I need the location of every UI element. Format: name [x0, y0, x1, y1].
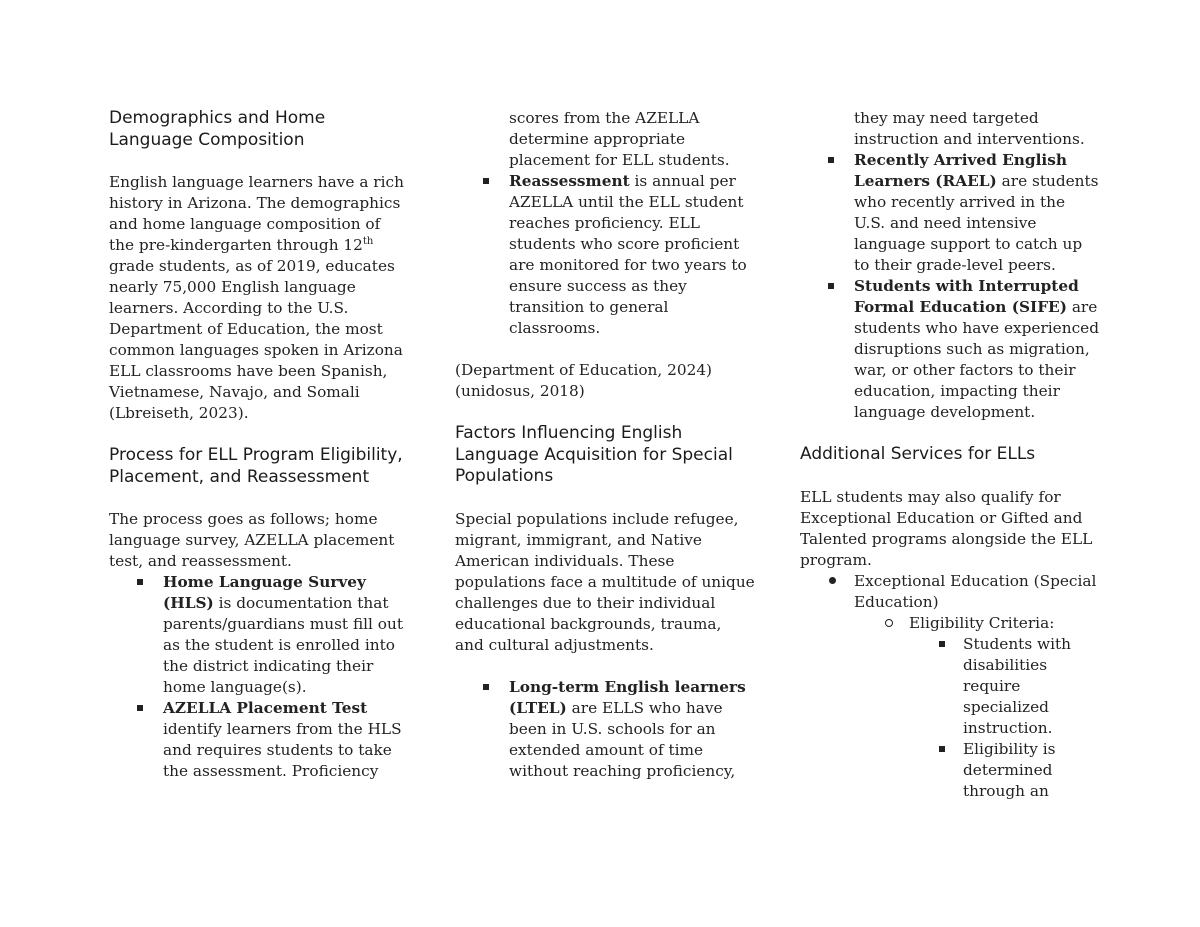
special-populations-list	[455, 677, 755, 782]
reassessment-list	[455, 171, 755, 339]
special-populations-list-continued	[800, 150, 1100, 423]
column-1	[109, 108, 409, 782]
citation: (Department of Education, 2024)	[455, 361, 713, 379]
heading-factors: Factors Influencing English Language Acquisition for Special Populations	[455, 423, 733, 486]
column-2	[455, 108, 755, 782]
list-item: Long-term English learners (LTEL) are ELLS who have been in U.S. schools for an extended amount of time without reaching proficiency,	[455, 677, 755, 782]
list-item: Students with disabilities require specialized instruction.	[800, 634, 1100, 739]
list-item: Eligibility Criteria:	[800, 613, 1100, 634]
list-item: Students with Interrupted Formal Education (SIFE) are students who have experienced disruptions such as migration, war, or other factors to their education, impacting their language development.	[800, 276, 1100, 423]
column-3	[800, 108, 1100, 802]
citation: (unidosus, 2018)	[455, 382, 585, 400]
list-item: Exceptional Education (Special Education)	[800, 571, 1100, 613]
square-bullet-icon	[483, 684, 489, 690]
services-list	[800, 571, 1100, 802]
square-bullet-icon	[483, 178, 489, 184]
list-item: Eligibility is determined through an	[800, 739, 1100, 802]
list-item: Reassessment is annual per AZELLA until the ELL student reaches proficiency. ELL students who score proficient are monitored for two years to ensure success as they transition to general classrooms.	[455, 171, 755, 339]
heading-demographics: Demographics and Home Language Composition	[109, 108, 326, 150]
square-bullet-icon	[137, 579, 143, 585]
hollow-circle-bullet-icon	[885, 619, 893, 627]
demographics-paragraph: English language learners have a rich history in Arizona. The demographics and home language composition of the pre-kindergarten through 12th grade students, as of 2019, educates nearly 75,000 English language learners. According to the U.S. Department of Education, the most common languages spoken in Arizona ELL classrooms have been Spanish, Vietnamese, Navajo, and Somali (Lbreiseth, 2023).	[109, 173, 404, 422]
continuation-paragraph: scores from the AZELLA determine appropriate placement for ELL students.	[509, 109, 730, 169]
heading-process: Process for ELL Program Eligibility, Placement, and Reassessment	[109, 445, 403, 487]
process-paragraph: The process goes as follows; home language survey, AZELLA placement test, and reassessment.	[109, 510, 395, 570]
list-item: Recently Arrived English Learners (RAEL) are students who recently arrived in the U.S. and need intensive language support to catch up to their grade-level peers.	[800, 150, 1100, 276]
services-paragraph: ELL students may also qualify for Exceptional Education or Gifted and Talented programs alongside the ELL program.	[800, 487, 1093, 569]
special-populations-paragraph: Special populations include refugee, migrant, immigrant, and Native American individuals. These populations face a multitude of unique challenges due to their individual educational backgrounds, trauma, and cultural adjustments.	[455, 509, 755, 654]
round-bullet-icon	[829, 577, 836, 584]
heading-additional-services: Additional Services for ELLs	[800, 444, 1036, 464]
process-list	[109, 572, 409, 782]
list-item: Home Language Survey (HLS) is documentation that parents/guardians must fill out as the student is enrolled into the district indicating their home language(s).	[109, 572, 409, 698]
square-bullet-icon	[828, 283, 834, 289]
list-item: AZELLA Placement Test identify learners from the HLS and requires students to take the assessment. Proficiency	[109, 698, 409, 782]
square-bullet-icon	[939, 641, 945, 647]
square-bullet-icon	[828, 157, 834, 163]
continuation-paragraph: they may need targeted instruction and interventions.	[854, 109, 1085, 148]
square-bullet-icon	[137, 705, 143, 711]
square-bullet-icon	[939, 746, 945, 752]
